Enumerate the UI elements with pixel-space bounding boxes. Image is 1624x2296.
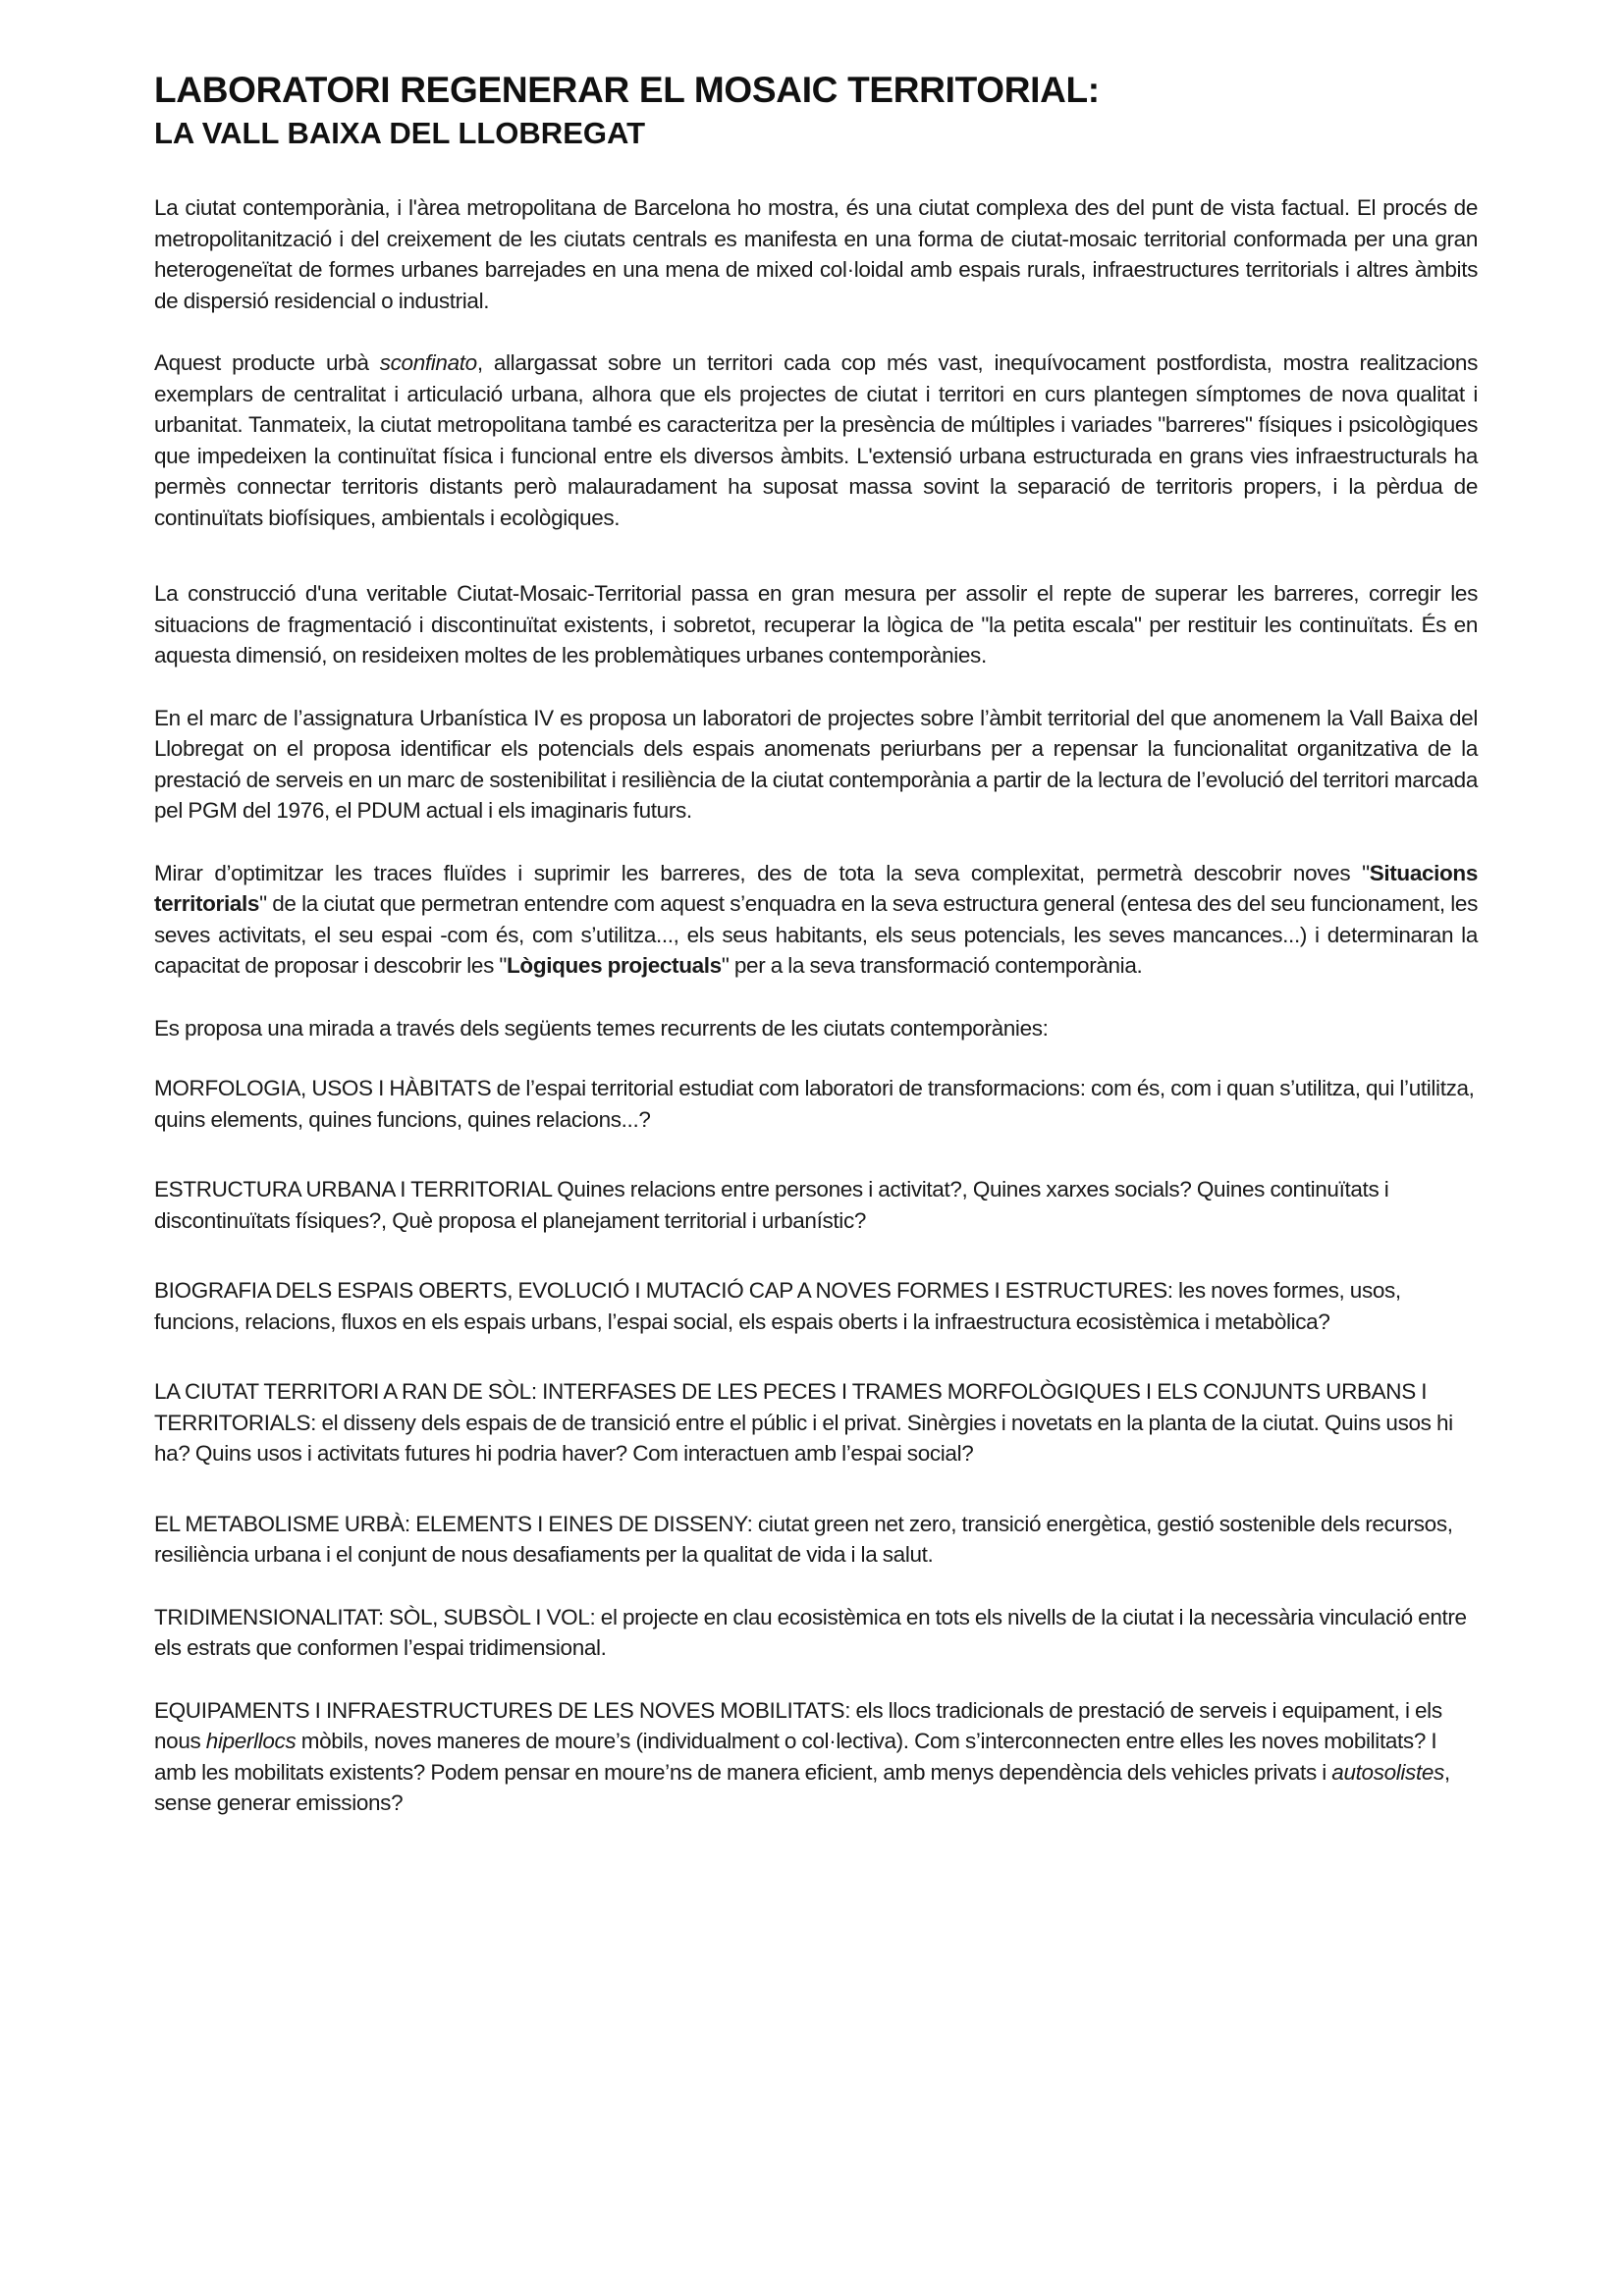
paragraph-themes-intro [154, 1013, 1478, 1044]
paragraph-situacions [154, 858, 1478, 982]
text-run: , sense generar emissions? [154, 1759, 1450, 1815]
text-run: TRIDIMENSIONALITAT: SÒL, SUBSÒL I VOL: el projecte en clau ecosistèmica en tots els nivells de la ciutat i la necessària vinculació entre els estrats que conformen l’espai tridimensional. [154, 1604, 1467, 1660]
text-run: " per a la seva transformació contemporània. [721, 953, 1143, 978]
text-run: Mirar d’optimitzar les traces fluïdes i suprimir les barreres, des de tota la seva complexitat, permetrà descobrir noves " [154, 860, 1370, 885]
paragraph-assignatura [154, 703, 1478, 827]
document-page [154, 69, 1478, 1819]
theme-estructura [154, 1174, 1478, 1236]
text-run: , allargassat sobre un territori cada cop més vast, inequívocament postfordista, mostra realitzacions exemplars de centralitat i articulació urbana, alhora que els projectes de ciutat i territori en curs plantegen símptomes de nova qualitat i urbanitat. Tanmateix, la ciutat metropolitana també es caracteritza per la presència de múltiples i variades "barreres" físiques i psicològiques que impedeixen la continuïtat física i funcional entre els diversos àmbits. L'extensió urbana estructurada en grans vies infraestructurals ha permès connectar territoris distants però malauradament ha suposat massa sovint la separació de territoris propers, i la pèrdua de continuïtats biofísiques, ambientals i ecològiques. [154, 350, 1478, 530]
italic-phrase: hiperllocs [205, 1729, 297, 1753]
text-run: ESTRUCTURA URBANA I TERRITORIAL Quines relacions entre persones i activitat?, Quines xarxes socials? Quines continuïtats i discontinuïtats físiques?, Què proposa el planejament territorial i urbanístic? [154, 1177, 1389, 1233]
text-run: mòbils, noves maneres de moure’s (individualment o col·lectiva). Com s’interconnecten entre elles les noves mobilitats? I amb les mobilitats existents? Podem pensar en moure’ns de manera eficient, amb menys dependència dels vehicles privats i [154, 1729, 1437, 1785]
text-run: " de la ciutat que permetran entendre com aquest s’enquadra en la seva estructura general (entesa des del seu funcionament, les seves activitats, el seu espai -com és, com s’utilitza..., els seus habitants, els seus potencials, les seves mancances...) i determinaran la capacitat de proposar i descobrir les " [154, 891, 1478, 978]
text-run: Es proposa una mirada a través dels següents temes recurrents de les ciutats contemporànies: [154, 1015, 1049, 1041]
document-title: LABORATORI REGENERAR EL MOSAIC TERRITORIAL: [154, 70, 1100, 110]
paragraph-sconfinato [154, 347, 1478, 533]
text-run: En el marc de l’assignatura Urbanística IV es proposa un laboratori de projectes sobre l’àmbit territorial del que anomenem la Vall Baixa del Llobregat on el proposa identificar els potencials dels espais anomenats periurbans per a repensar la funcionalitat organitzativa de la prestació de serveis en un marc de sostenibilitat i resiliència de la ciutat contemporània a partir de la lectura de l’evolució del territori marcada pel PGM del 1976, el PDUM actual i els imaginaris futurs. [154, 705, 1478, 823]
theme-tridimensionalitat [154, 1602, 1478, 1664]
text-run: EL METABOLISME URBÀ: ELEMENTS I EINES DE DISSENY: ciutat green net zero, transició energètica, gestió sostenible dels recursos, resiliència urbana i el conjunt de nous desafiaments per la qualitat de vida i la salut. [154, 1511, 1453, 1567]
theme-ciutat-territori [154, 1376, 1478, 1469]
text-run: BIOGRAFIA DELS ESPAIS OBERTS, EVOLUCIÓ I MUTACIÓ CAP A NOVES FORMES I ESTRUCTURES: les noves formes, usos, funcions, relacions, fluxos en els espais urbans, l’espai social, els espais oberts i la infraestructura ecosistèmica i metabòlica? [154, 1278, 1401, 1334]
italic-phrase: sconfinato [379, 350, 477, 375]
document-subtitle: LA VALL BAIXA DEL LLOBREGAT [154, 116, 646, 150]
theme-biografia [154, 1275, 1478, 1337]
text-run: EQUIPAMENTS I INFRAESTRUCTURES DE LES NOVES MOBILITATS: els llocs tradicionals de prestació de serveis i equipament, i els nous [154, 1697, 1442, 1753]
text-run: La ciutat contemporània, i l'àrea metropolitana de Barcelona ho mostra, és una ciutat complexa des del punt de vista factual. El procés de metropolitanització i del creixement de les ciutats centrals es manifesta en una forma de ciutat-mosaic territorial conformada per una gran heterogeneïtat de formes urbanes barrejades en una mena de mixed col·loidal amb espais rurals, infraestructures territorials i altres àmbits de dispersió residencial o industrial. [154, 195, 1478, 313]
document-body [154, 192, 1478, 1819]
paragraph-ciutat-mosaic [154, 578, 1478, 671]
theme-metabolisme [154, 1509, 1478, 1571]
text-run: LA CIUTAT TERRITORI A RAN DE SÒL: INTERFASES DE LES PECES I TRAMES MORFOLÒGIQUES I ELS CONJUNTS URBANS I TERRITORIALS: el disseny dels espais de de transició entre el públic i el privat. Sinèrgies i novetats en la planta de la ciutat. Quins usos hi ha? Quins usos i activitats futures hi podria haver? Com interactuen amb l’espai social? [154, 1379, 1453, 1466]
italic-phrase: autosolistes [1331, 1759, 1444, 1785]
text-run: Aquest producte urbà [154, 350, 380, 375]
bold-phrase: Lògiques projectuals [507, 953, 722, 978]
text-run: MORFOLOGIA, USOS I HÀBITATS de l’espai territorial estudiat com laboratori de transformacions: com és, com i quan s’utilitza, qui l’utilitza, quins elements, quines funcions, quines relacions...? [154, 1076, 1475, 1132]
text-run: La construcció d'una veritable Ciutat-Mosaic-Territorial passa en gran mesura per assolir el repte de superar les barreres, corregir les situacions de fragmentació i discontinuïtat existents, i sobretot, recuperar la lògica de "la petita escala" per restituir les continuïtats. És en aquesta dimensió, on resideixen moltes de les problemàtiques urbanes contemporànies. [154, 581, 1478, 667]
theme-morfologia [154, 1073, 1478, 1135]
paragraph-intro [154, 192, 1478, 316]
bold-phrase: Situacions territorials [154, 860, 1478, 916]
theme-equipaments [154, 1695, 1478, 1819]
